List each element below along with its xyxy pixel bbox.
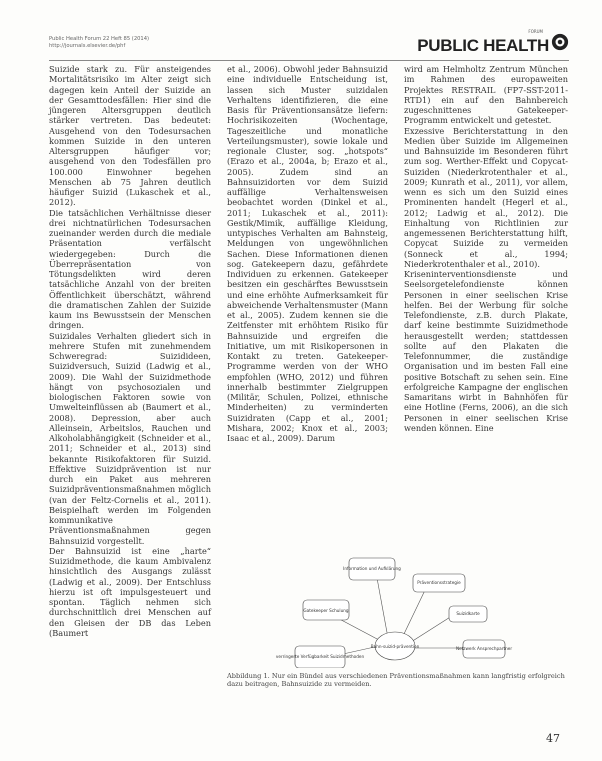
text-column-3 — [404, 64, 568, 433]
figure-caption: Abbildung 1. Nur ein Bündel aus verschiedenen Präventionsmaßnahmen kann langfristig erfolgreich dazu beitragen, Bahnsuizide zu vermeiden. — [227, 672, 565, 688]
paragraph: Der Bahnsuizid ist eine „harte“ Suizidmethode, die kaum Ambivalenz hinsichtlich des Ausgangs zulässt (Ladwig et al., 2009). Der Entschluss hierzu ist oft impulsgesteuert und spontan. Täglich nehmen sich durchschnittlich drei Menschen auf den Gleisen der DB das Leben (Baumert — [49, 545, 211, 638]
diagram-center-label: Bahn-suizid-prävention — [370, 644, 420, 649]
journal-meta-line1: Public Health Forum 22 Heft 85 (2014) — [49, 36, 150, 42]
paragraph: wird am Helmholtz Zentrum München im Rahmen des europaweiten Projektes RESTRAIL (FP7-SST-2011-RTD1) ein auf den Bahnbereich zugeschnittenes Gatekeeper-Programm entwickelt und getestet. — [404, 64, 568, 126]
paragraph: Suizide stark zu. Für ansteigendes Mortalitätsrisiko im Alter zeigt sich dagegen kein Anteil der Suizide an der Gesamttodesfällen: Hier sind die jüngeren Altersgruppen deutlich stärker vertreten. Das bedeutet: Ausgehend von den Todesursachen kommen Suizide in den unteren Altersgruppen häufiger vor; ausgehend von den Todesfällen pro 100.000 Einwohner begehen Menschen ab 75 Jahren deutlich häufiger Suizid (Lukaschek et al., 2012). — [49, 64, 211, 208]
header-rule — [49, 60, 569, 61]
text-column-2 — [227, 64, 388, 443]
paragraph: Suizidales Verhalten gliedert sich in mehrere Stufen mit zunehmendem Schweregrad: Suizidideen, Suizidversuch, Suizid (Ladwig et al., 2009). Die Wahl der Suizidmethode hängt von psychosozialen und biologischen Faktoren sowie von Umwelteinflüssen ab (Baumert et al., 2008). Depression, aber auch Alleinsein, Arbeitslos, Rauchen und Alkoholabhängigkeit (Schneider et al., 2011; Schneider et al., 2013) sind bekannte Risikofaktoren für Suizid. Effektive Suizidprävention ist nur durch ein Paket aus mehreren Suizidpräventionsmaßnahmen möglich (van der Feltz-Cornelis et al., 2011). Beispielhaft werden im Folgenden kommunikative Präventionsmaßnahmen gegen Bahnsuizid vorgestellt. — [49, 330, 211, 546]
paragraph: Exzessive Berichterstattung in den Medien über Suizide im Allgemeinen und Bahnsuizide im Besonderen führt zum sog. Werther-Effekt und Copycat-Suiziden (Niederkrotenthaler et al., 2009; Kunrath et al., 2011), vor allem, wenn es sich um den Suizid eines Prominenten handelt (Hegerl et al., 2012; Ladwig et al., 2012). Die Einhaltung von Richtlinien zur angemessenen Berichterstattung hilft, Copycat Suizide zu vermeiden (Sonneck et al., 1994; Niederkrotenthaler et al., 2010). — [404, 125, 568, 269]
diagram-node-label: Suizidkarte — [456, 611, 480, 616]
diagram-node-label: Präventionsstrategie — [417, 580, 461, 585]
page-number: 47 — [546, 732, 560, 745]
paragraph: Kriseninterventionsdienste und Seelsorgetelefondienste können Personen in einer seelischen Krise helfen. Bei der Werbung für solche Telefondienste, z.B. durch Plakate, darf keine bestimmte Suizidmethode herausgestellt werden; stattdessen sollte auf den Plakaten die Telefonnummer, die zuständige Organisation und im besten Fall eine positive Botschaft zu sehen sein. Eine erfolgreiche Kampagne der englischen Samaritans wirbt in Bahnhöfen für eine Hotline (Ferns, 2006), an die sich Personen in einer seelischen Krise wenden können. Eine — [404, 269, 568, 433]
prevention-diagram — [227, 556, 568, 668]
page-header — [49, 18, 569, 58]
diagram-node-label: verringerte Verfügbarkeit Suizidmethoden — [275, 654, 365, 659]
text-column-1 — [49, 64, 211, 638]
journal-meta-line2: http://journals.elsevier.de/phf — [49, 43, 126, 49]
paragraph: et al., 2006). Obwohl jeder Bahnsuizid eine individuelle Entscheidung ist, lassen sich Muster suizidalen Verhaltens identifizieren, die eine Basis für Präventionsansätze liefern: Hochrisikozeiten (Wochentage, Tageszeitliche und monatliche Verteilungsmuster), sowie lokale und regionale Cluster, sog. „hotspots“ (Erazo et al., 2004a, b; Erazo et al., 2005). Zudem sind an Bahnsuizidorten vor dem Suizid auffällige Verhaltensweisen beobachtet worden (Dinkel et al., 2011; Lukaschek et al., 2011): Gestik/Mimik, auffällige Kleidung, untypisches Verhalten am Bahnsteig, Meldungen von ungewöhnlichen Sachen. Diese Informationen dienen sog. Gatekeepern dazu, gefährdete Individuen zu erkennen. Gatekeeper besitzen ein geschärftes Bewusstsein und eine erhöhte Aufmerksamkeit für abweichende Verhaltensmuster (Mann et al., 2005). Zudem kennen sie die Zeitfenster mit erhöhtem Risiko für Bahnsuizide und ergreifen die Initiative, um mit Risikopersonen in Kontakt zu treten. Gatekeeper-Programme werden von der WHO empfohlen (WHO, 2012) und führen innerhalb bestimmter Zielgruppen (Militär, Schulen, Polizei, ethnische Minderheiten) zu verminderten Suizidraten (Capp et al., 2001; Mishara, 2002; Knox et al., 2003; Isaac et al., 2009). Darum — [227, 64, 388, 443]
journal-brand: PUBLIC HEALTH — [417, 36, 549, 55]
journal-meta — [49, 36, 149, 50]
diagram-node-label: Netzwerk Ansprechpartner — [455, 646, 513, 651]
brand-sup: FORUM — [528, 29, 543, 34]
diagram-node-label: Information und Aufklärung — [343, 566, 401, 571]
journal-logo-icon — [551, 33, 569, 51]
paragraph: Die tatsächlichen Verhältnisse dieser drei nichtnatürlichen Todesursachen zueinander werden durch die mediale Präsentation verfälscht wiedergegeben: Durch die Überrepräsentation von Tötungsdelikten wird deren tatsächliche Anzahl von der breiten Öffentlichkeit überschätzt, während die dramatischen Zahlen der Suizide kaum ins Bewusstsein der Menschen dringen. — [49, 207, 211, 331]
figure-1 — [227, 556, 568, 668]
diagram-node-label: Gatekeeper Schulung — [303, 608, 349, 613]
